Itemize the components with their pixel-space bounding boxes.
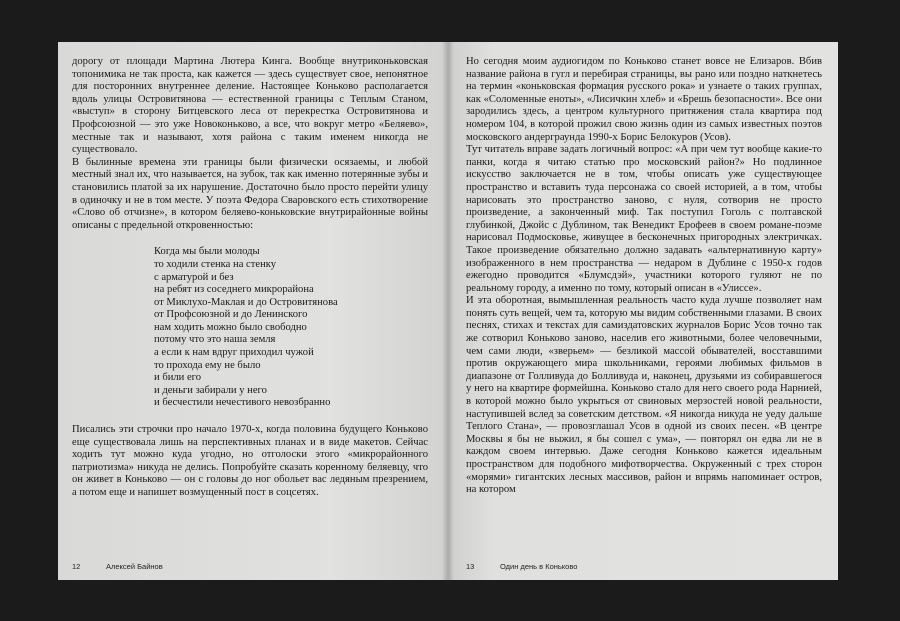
- poem-line: с арматурой и без: [154, 271, 234, 283]
- poem-line: потому что это наша земля: [154, 334, 276, 346]
- poem: [154, 246, 428, 410]
- left-page-text: [72, 56, 428, 500]
- poem-line: то ходили стенка на стенку: [154, 258, 277, 270]
- poem-line: а если к нам вдруг приходил чужой: [154, 347, 314, 359]
- running-head-title: Один день в Коньково: [500, 562, 578, 571]
- poem-line: от Миклухо-Маклая и до Островитянова: [154, 296, 338, 308]
- poem-line: и бесчестили нечестивого невозбранно: [154, 397, 331, 409]
- right-page-text: [466, 56, 822, 497]
- page-number: 12: [72, 562, 81, 571]
- paragraph: дорогу от площади Мартина Лютера Кинга. Вообще внутриконьковская топонимика не так проста, как кажется — здесь существует свое, непонятное для посторонних внутреннее деление. Настоящее Коньково располагается вдоль улицы Островитянова — естественной границы с Теплым Станом, «выступ» в сторону Битцевского леса от перекрестка Островитянова и Профсоюзной — это уже Новоконьково, а все, что вокруг метро «Беляево», местные так и называют, хотя района с таким именем никогда не существовало.: [72, 56, 428, 156]
- paragraph: Писались эти строчки про начало 1970-х, когда половина будущего Коньково еще существовала лишь на перспективных планах и в виде макетов. Сейчас ходить тут можно куда угодно, но отголоски этого «микрорайонного патриотизма» никуда не делись. Попробуйте сказать коренному беляевцу, что он живет в Коньково — он с головы до ног обольет вас ледяным презрением, а потом еще и напишет возмущенный пост в соцсетях.: [72, 424, 428, 498]
- paragraph: И эта оборотная, вымышленная реальность часто куда лучше позволяет нам понять суть вещей, чем та, которую мы видим собственными глазами. В своих песнях, стихах и текстах для самиздатовских журналов Борис Усов точно так же сотворил Коньково заново, населив его животными, более человечными, чем сами люди, «зверьем» — безликой массой обывателей, восставшими против окружающего мира школьниками, героями любимых фильмов в диапазоне от Голливуда до Болливуда и, наконец, друзьями из собиравшегося у него на квартире формейшна. Коньково стало для него своего рода Нарнией, в которой можно было укрыться от свиновых мерзостей новой реальности, наступившей вслед за советским детством. «Я никогда никуда не уеду дальше Теплого Стана», — провозглашал Усов в одной из своих песен. «В центре Москвы я бы не выжил, я бы сошел с ума», — повторял он едва ли не в каждом своем интервью. Даже сегодня Коньково кажется идеальным пространством для подобного мифотворчества. Окруженный с трех сторон «морями» гигантских лесных массивов, район и впрямь напоминает остров, на котором: [466, 295, 822, 496]
- poem-line: то прохода ему не было: [154, 359, 261, 371]
- poem-line: нам ходить можно было свободно: [154, 321, 307, 333]
- poem-line: на ребят из соседнего микрорайона: [154, 284, 314, 296]
- running-head-author: Алексей Байнов: [106, 562, 163, 571]
- poem-line: и деньги забирали у него: [154, 384, 267, 396]
- poem-line: от Профсоюзной и до Ленинского: [154, 309, 308, 321]
- paragraph: Но сегодня моим аудиогидом по Коньково станет вовсе не Елизаров. Вбив название района в гугл и перебирая страницы, вы рано или поздно наткнетесь на термин «коньковская формация русского рока» и узнаете о таких группах, как «Соломенные еноты», «Лисичкин хлеб» и «Брешь безопасности». Все они зародились здесь, а центром культурного притяжения стала квартира под номером 104, в которой прожил свою жизнь один из самых известных поэтов московского андерграунда 1990-х Борис Белокуров (Усов).: [466, 56, 822, 143]
- paragraph: Тут читатель вправе задать логичный вопрос: «А при чем тут вообще какие-то панки, когда я читаю статью про московский район?» Но подлинное искусство заключается не в том, чтобы описать уже существующее пространство и вставить туда персонажа со своей историей, а в том, чтобы нарисовать это пространство заново, с нуля, сотворив не просто произведение, а законченный миф. Так поступил Гоголь с полтавской глубинкой, Джойс с Дублином, так Венедикт Ерофеев в своем романе-поэме нарисовал Подмосковье, живущее в бесконечных пригородных электричках. Такое произведение обязательно должно задавать «альтернативную карту» изображенного в нем пространства — недаром в Дублине с 1950-х годов ежегодно проводится «Блумсдэй», участники которого гуляют не по реальному городу, а именно по тому, который описан в «Улиссе».: [466, 144, 822, 294]
- poem-line: Когда мы были молоды: [154, 246, 260, 258]
- right-page: [448, 42, 838, 580]
- poem-line: и били его: [154, 372, 202, 384]
- paragraph: В былинные времена эти границы были физически осязаемы, и любой местный знал их, что называется, на зубок, так как именно потерянные зубы и становились платой за их нарушение. Достаточно было просто перейти улицу в одиночку и не в том месте. У поэта Федора Сваровского есть стихотворение «Слово об отчизне», в котором беляево-коньковские внутрирайонные войны описаны с предельной откровенностью:: [72, 156, 428, 231]
- left-page: [58, 42, 448, 580]
- book-spread: [58, 42, 838, 580]
- page-number: 13: [466, 562, 475, 571]
